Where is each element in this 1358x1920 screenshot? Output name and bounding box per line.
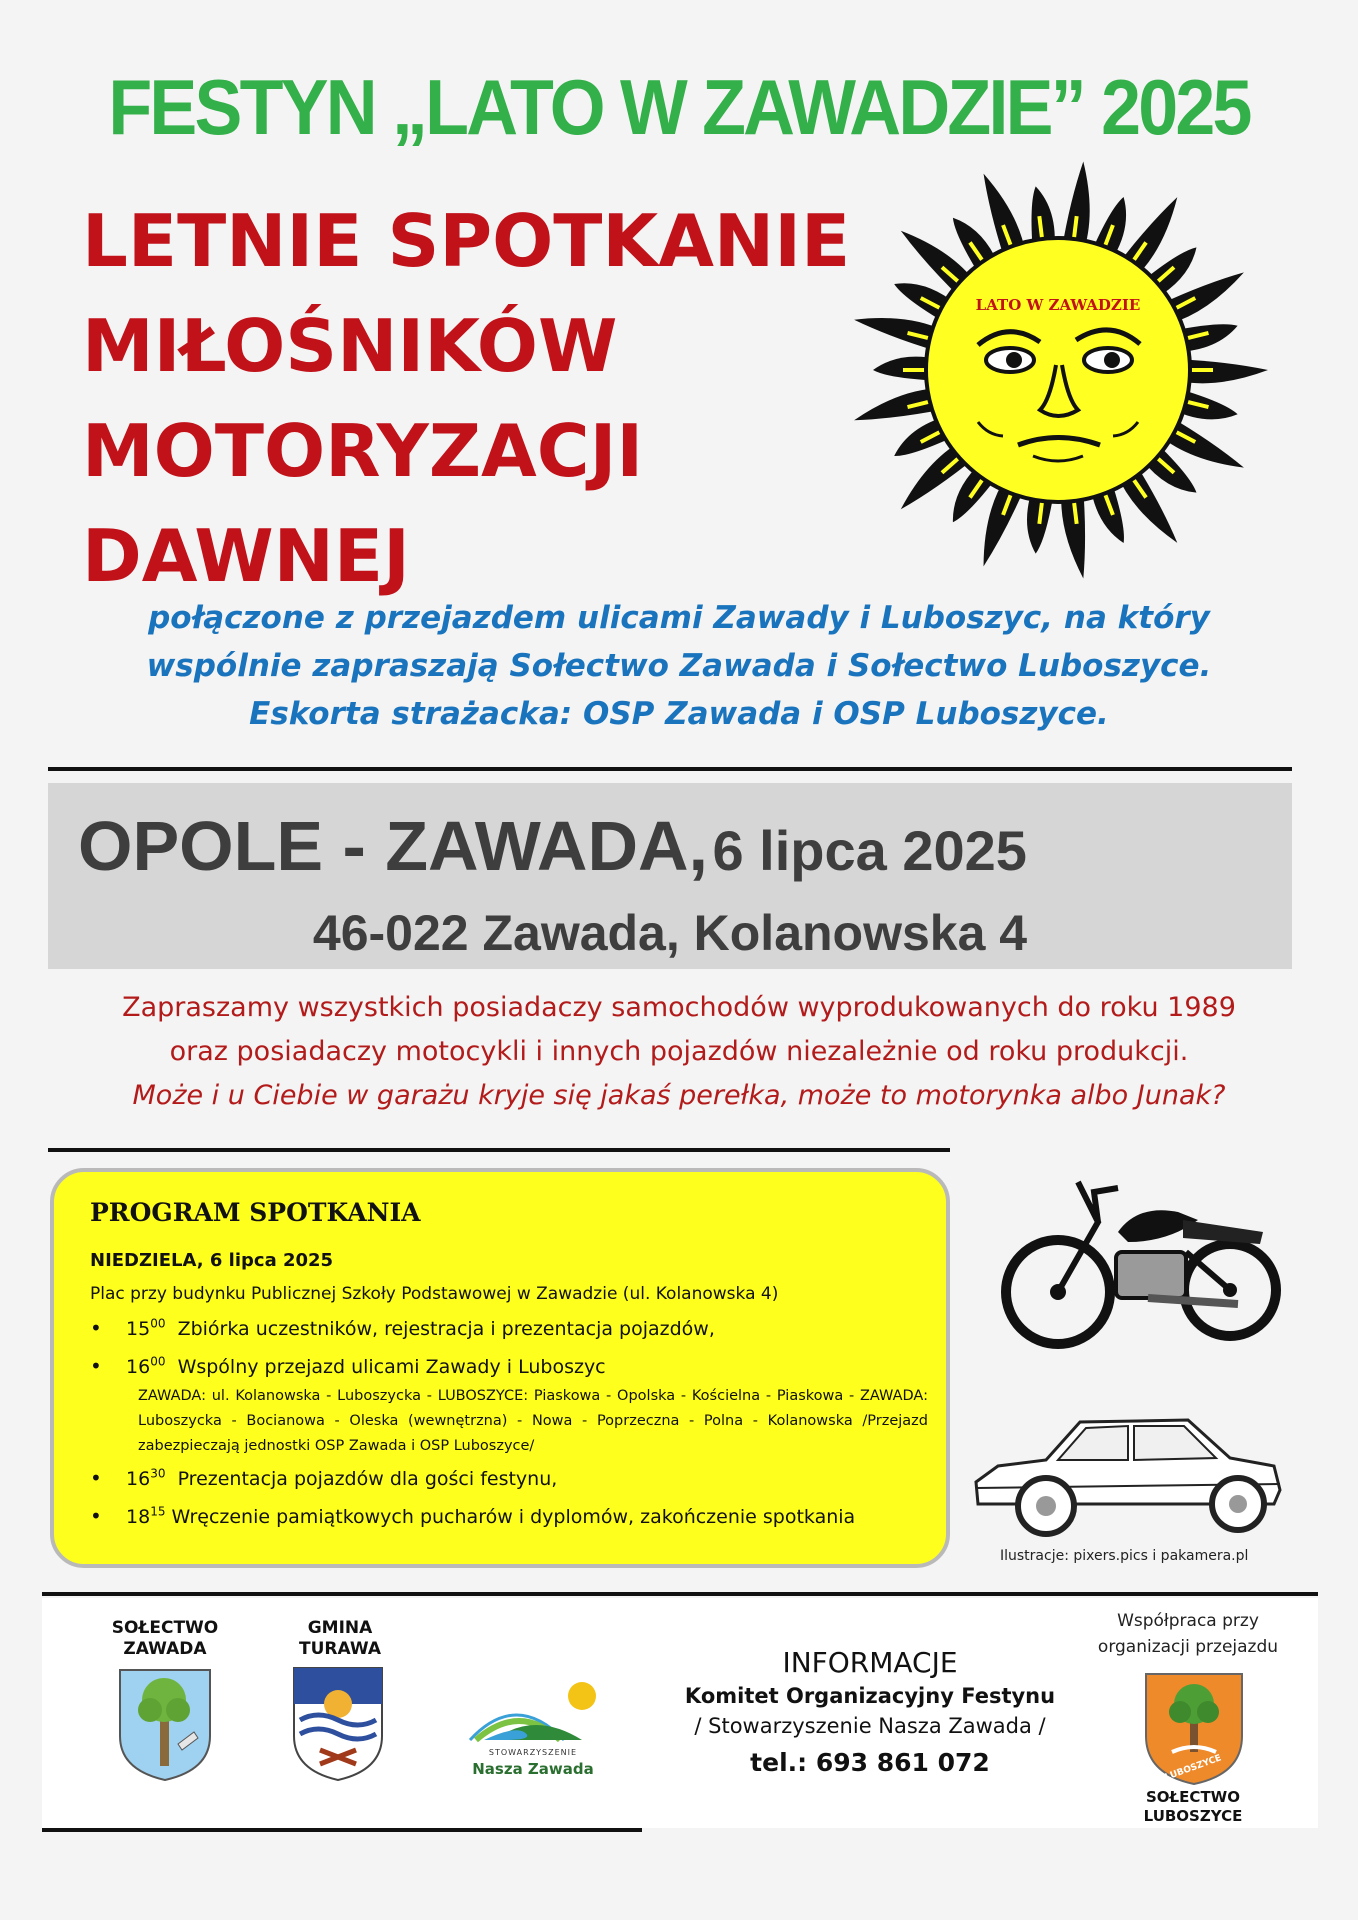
sun-label: LATO W ZAWADZIE [975,296,1141,314]
car-icon [968,1392,1288,1542]
festyn-title: FESTYN „LATO W ZAWADZIE” 2025 [108,63,1250,151]
program-item: • $16^{30}$ Prezentacja pojazdów dla gości festynu, [90,1466,558,1490]
info-organization: / Stowarzyszenie Nasza Zawada / [694,1714,1046,1738]
subtitle-line-3: Eskorta strażacka: OSP Zawada i OSP Luboszyce. [249,696,1109,732]
bullet-icon: • [90,1354,102,1378]
main-title-line-1: LETNIE SPOTKANIE [82,199,851,283]
bullet-icon: • [90,1504,102,1528]
program-place: Plac przy budynku Publicznej Szkoły Podstawowej w Zawadzie (ul. Kolanowska 4) [90,1284,779,1304]
main-title-line-3: MOTORYZACJI [82,409,644,493]
divider-top [48,767,1292,771]
bullet-icon: • [90,1316,102,1340]
subtitle-line-1: połączone z przejazdem ulicami Zawady i Luboszyc, na który [148,600,1210,636]
program-item: • $18^{15}$ Wręczenie pamiątkowych pucharów i dyplomów, zakończenie spotkania [90,1504,856,1528]
bullet-icon: • [90,1466,102,1490]
cooperation-label: Współpraca przy organizacji przejazdu [1097,1611,1279,1657]
illustration-credits: Ilustracje: pixers.pics i pakamera.pl [1000,1548,1249,1564]
program-title: PROGRAM SPOTKANIA [90,1198,421,1227]
location-date: 6 lipca 2025 [712,819,1027,882]
luboszyce-crest-icon [1142,1670,1246,1788]
info-heading: INFORMACJE [782,1646,958,1679]
program-item: • $15^{00}$ Zbiórka uczestników, rejestracja i prezentacja pojazdów, [90,1316,715,1340]
solectwo-luboszyce-label: SOŁECTWO LUBOSZYCE [1143,1788,1243,1825]
info-phone: tel.: 693 861 072 [750,1748,990,1777]
invitation-line-1: Zapraszamy wszystkich posiadaczy samochodów wyprodukowanych do roku 1989 [122,992,1236,1023]
program-item: • $16^{00}$ Wspólny przejazd ulicami Zawady i Luboszyc [90,1354,606,1378]
motorcycle-icon [998,1172,1288,1352]
program-day: NIEDZIELA, 6 lipca 2025 [90,1250,334,1271]
invitation-line-2: oraz posiadaczy motocykli i innych pojazdów niezależnie od roku produkcji. [169,1036,1189,1067]
turawa-crest-icon [290,1664,386,1784]
program-box [50,1168,950,1568]
location-city: OPOLE - ZAWADA, [78,807,708,885]
info-committee: Komitet Organizacyjny Festynu [684,1684,1056,1708]
divider-middle [48,1148,950,1152]
main-title-line-2: MIŁOŚNIKÓW [82,304,618,388]
program-route: ZAWADA: ul. Kolanowska - Luboszycka - LUBOSZYCE: Piaskowa - Opolska - Kościelna - Piaskowa - ZAWADA: Luboszycka - Bocianowa - Oleska (wewnętrzna) - Nowa - Poprzeczna - Polna - Kolanowska /Przejazd zabezpieczają jednostki OSP Zawada i OSP Luboszyce/ [138,1388,928,1454]
stowarzyszenie-caption: STOWARZYSZENIE [488,1748,578,1757]
nasza-zawada-logo-icon [464,1680,602,1748]
main-title-line-4: DAWNEJ [82,514,410,598]
sun-face-icon [828,160,1288,580]
crest-text: LUBOSZYCE [1163,1753,1223,1783]
divider-footer [42,1592,1318,1596]
invitation-line-3: Może i u Ciebie w garażu kryje się jakaś perełka, może to motorynka albo Junak? [132,1080,1226,1111]
location-address: 46-022 Zawada, Kolanowska 4 [312,905,1028,961]
location-heading [78,806,1027,886]
zawada-crest-icon [116,1666,214,1784]
subtitle-line-2: wspólnie zapraszają Sołectwo Zawada i Sołectwo Luboszyce. [146,648,1212,684]
solectwo-zawada-label: SOŁECTWO ZAWADA [111,1618,219,1659]
divider-bottom [42,1828,642,1832]
stowarzyszenie-name: Nasza Zawada [472,1760,594,1778]
gmina-turawa-label: GMINA TURAWA [298,1618,382,1659]
